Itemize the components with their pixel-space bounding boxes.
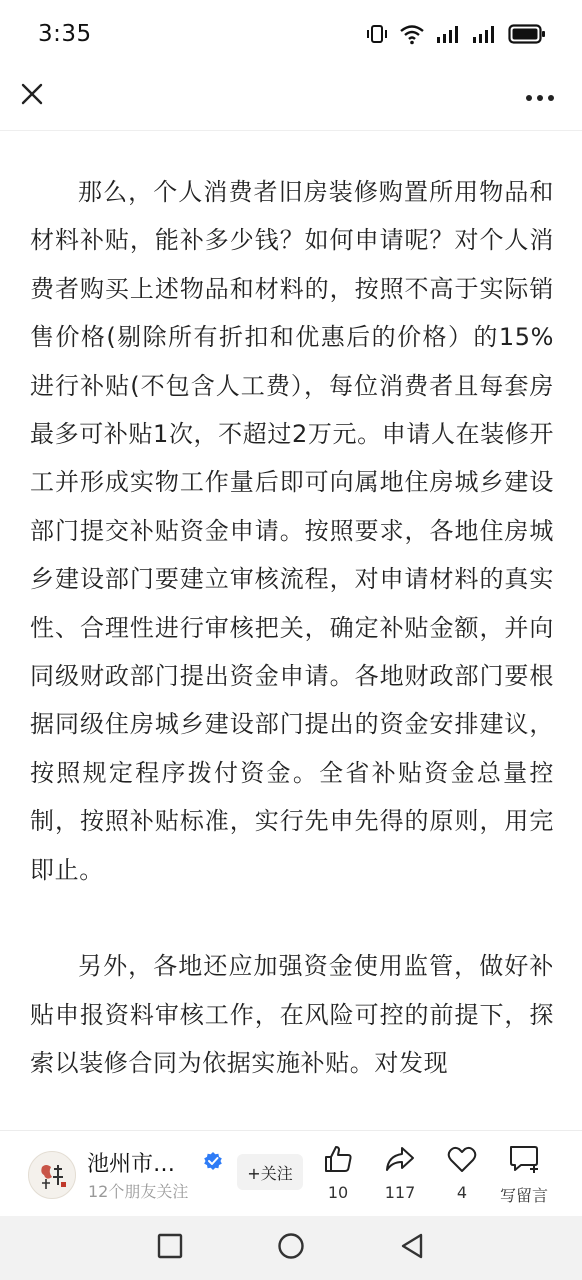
avatar[interactable] (28, 1151, 76, 1199)
home-button[interactable] (274, 1232, 308, 1264)
recents-button[interactable] (153, 1232, 187, 1264)
account-logo-icon (32, 1155, 72, 1195)
friends-following-text: 12个朋友关注 (88, 1182, 189, 1201)
account-name[interactable]: 池州市… (87, 1152, 176, 1177)
status-time: 3:35 (38, 21, 92, 47)
vibrate-icon (366, 23, 388, 45)
close-button[interactable] (12, 76, 52, 116)
share-arrow-icon (384, 1143, 416, 1179)
article-body (30, 168, 554, 1128)
like-count: 10 (327, 1183, 349, 1202)
share-button[interactable] (370, 1143, 430, 1209)
verified-badge-icon (203, 1151, 223, 1175)
battery-icon (508, 23, 546, 45)
thumbs-up-icon (322, 1143, 354, 1179)
article-paragraph: 另外，各地还应加强资金使用监管，做好补贴申报资料审核工作，在风险可控的前提下，探索以装修合同为依据实施补贴。对发现 (30, 952, 554, 1077)
favorite-button[interactable] (432, 1143, 492, 1209)
article-paragraph: 那么，个人消费者旧房装修购置所用物品和材料补贴，能补多少钱？如何申请呢？对个人消费者购买上述物品和材料的，按照不高于实际销售价格(剔除所有折扣和优惠后的价格）的15%进行补贴(不包含人工费），每位消费者且每套房最多可补贴1次，不超过2万元。申请人在装修开工并形成实物工作量后即可向属地住房城乡建设部门提交补贴资金申请。按照要求，各地住房城乡建设部门要建立审核流程，对申请材料的真实性、合理性进行审核把关，确定补贴金额，并向同级财政部门提出资金申请。各地财政部门要根据同级住房城乡建设部门提出的资金安排建议，按照规定程序拨付资金。全省补贴资金总量控制，按照补贴标准，实行先申先得的原则，用完即止。 (30, 178, 554, 884)
back-triangle-icon (399, 1232, 425, 1264)
comment-icon (507, 1143, 541, 1179)
heart-icon (446, 1144, 478, 1178)
circle-icon (277, 1232, 305, 1264)
system-nav-bar (0, 1216, 582, 1280)
wifi-icon (398, 23, 426, 45)
comment-button[interactable] (494, 1143, 554, 1209)
follow-button[interactable]: +关注 (237, 1154, 303, 1190)
status-icons (366, 23, 546, 45)
signal-icon (472, 24, 498, 44)
favorite-count: 4 (456, 1183, 468, 1202)
more-icon (525, 87, 555, 106)
square-icon (157, 1233, 183, 1263)
signal-icon (436, 24, 462, 44)
more-button[interactable] (518, 76, 562, 116)
comment-label: 写留言 (499, 1186, 548, 1205)
status-bar (0, 0, 582, 68)
action-bar (0, 1130, 582, 1217)
back-button[interactable] (395, 1232, 429, 1264)
close-icon (19, 81, 45, 111)
top-nav (0, 68, 582, 131)
share-count: 117 (384, 1183, 416, 1202)
like-button[interactable] (308, 1143, 368, 1209)
